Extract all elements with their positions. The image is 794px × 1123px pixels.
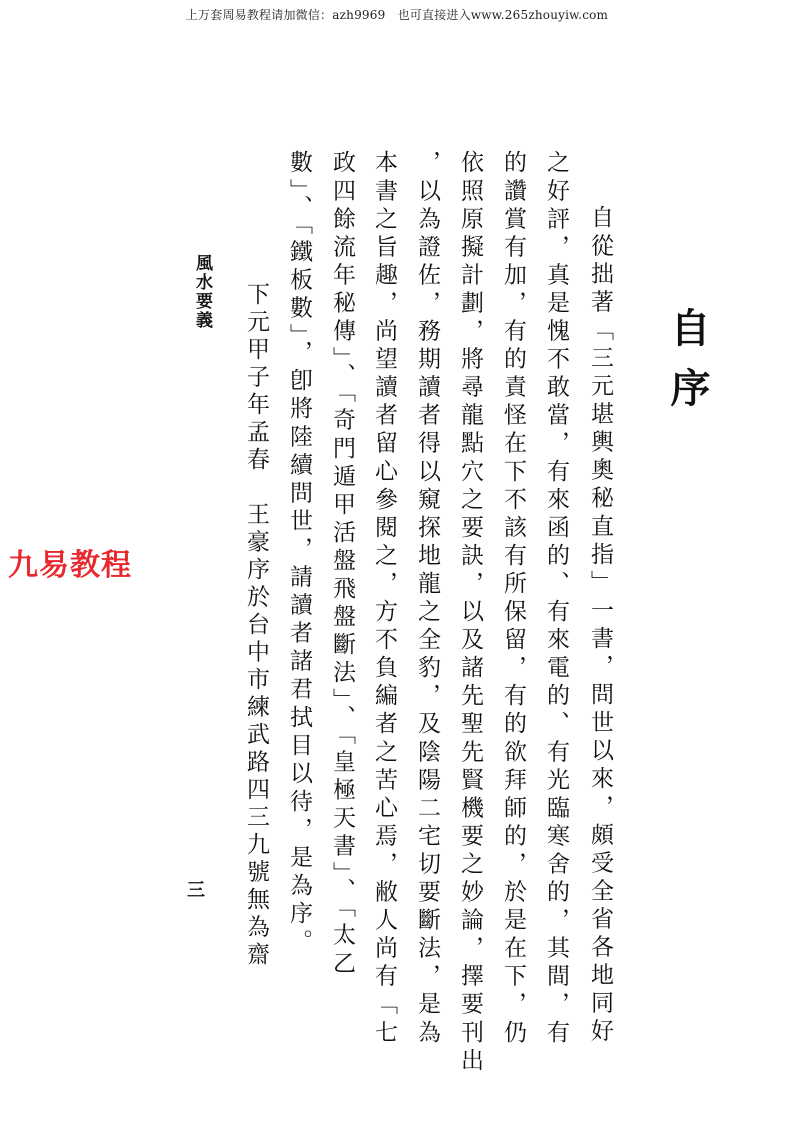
text-column-6: 本書之旨趣，尚望讀者留心參閱之，方不負編者之苦心焉，敝人尚有「七	[371, 150, 397, 1048]
text-column-2: 之好評，真是愧不敢當，有來函的、有來電的、有光臨寒舍的，其間，有	[543, 150, 569, 1048]
text-column-8: 數」、「鐵板數」，卽將陸續問世，請讀者諸君拭目以待，是為序。	[286, 150, 312, 957]
text-column-5: ，以為證佐，務期讀者得以窺探地龍之全豹，及陰陽二宅切要斷法，是為	[414, 150, 440, 1048]
signature: 下元甲子年孟春 王豪序於台中市練武路四三九號無為齋	[243, 282, 269, 970]
watermark-logo: 九易教程	[8, 548, 132, 583]
page-title: 自序	[664, 307, 710, 427]
text-column-4: 依照原擬計劃，將尋龍點穴之要訣，以及諸先聖先賢機要之妙論，擇要刊出	[457, 150, 483, 1076]
page-number: 三	[187, 880, 205, 901]
text-column-3: 的讚賞有加，有的責怪在下不該有所保留，有的欲拜師的，於是在下，仍	[500, 150, 526, 1048]
running-head: 風水要義	[192, 254, 212, 330]
text-column-7: 政四餘流年秘傳」、「奇門遁甲活盤飛盤斷法」、「皇極天書」、「太乙	[329, 150, 355, 979]
text-column-1: 自從拙著「三元堪輿奧秘直指」一書，問世以來，頗受全省各地同好	[587, 205, 613, 1047]
promo-header: 上万套周易教程请加微信：azh9969 也可直接进入www.265zhouyiw.com	[185, 8, 609, 22]
